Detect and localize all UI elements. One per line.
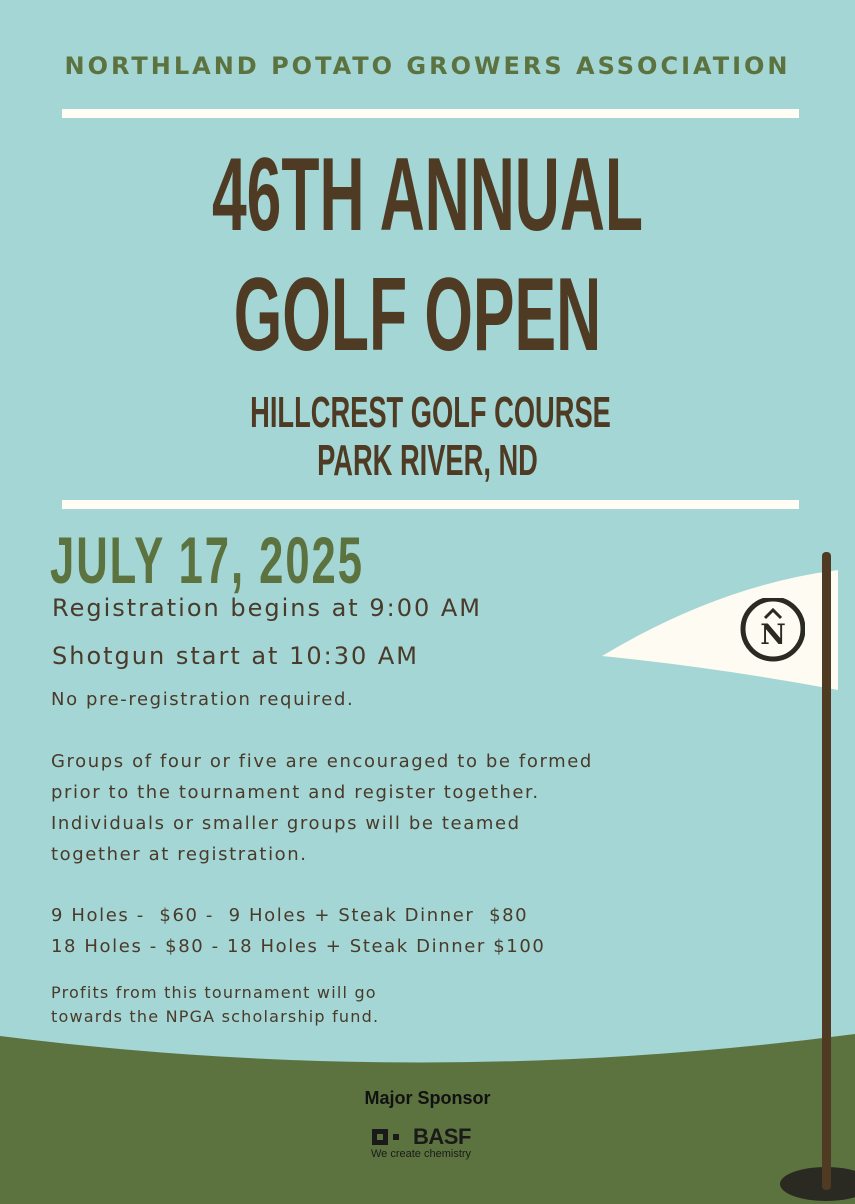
event-title-line2: GOLF OPEN [233, 257, 602, 373]
venue-location: PARK RIVER, ND [317, 436, 538, 485]
pricing-9-holes: 9 Holes - $60 - 9 Holes + Steak Dinner $80 [51, 905, 529, 926]
registration-time: Registration begins at 9:00 AM [52, 594, 482, 622]
basf-mark-icon [371, 1127, 409, 1147]
grass-hill [0, 1034, 855, 1204]
groups-line-3: Individuals or smaller groups will be teamed [51, 813, 521, 834]
basf-logo [371, 1124, 471, 1160]
groups-line-2: prior to the tournament and register together. [51, 782, 540, 803]
no-preregistration-note: No pre-registration required. [51, 689, 355, 710]
npga-logo-letter: N [760, 618, 786, 651]
groups-line-4: together at registration. [51, 844, 308, 865]
groups-line-1: Groups of four or five are encouraged to be formed [51, 751, 593, 772]
event-date: JULY 17, 2025 [50, 523, 364, 597]
basf-wordmark: BASF [413, 1124, 471, 1149]
top-divider [62, 109, 799, 118]
venue-name: HILLCREST GOLF COURSE [250, 388, 611, 437]
profits-line-1: Profits from this tournament will go [51, 983, 377, 1002]
event-title-line1: 46TH ANNUAL [211, 137, 644, 253]
profits-line-2: towards the NPGA scholarship fund. [51, 1007, 380, 1026]
shotgun-start-time: Shotgun start at 10:30 AM [52, 642, 420, 670]
organization-name: NORTHLAND POTATO GROWERS ASSOCIATION [64, 52, 791, 80]
major-sponsor-label: Major Sponsor [364, 1088, 491, 1108]
basf-tagline: We create chemistry [371, 1148, 472, 1160]
npga-logo-icon [735, 598, 795, 658]
pricing-18-holes: 18 Holes - $80 - 18 Holes + Steak Dinner $100 [51, 936, 546, 957]
bottom-divider [62, 500, 799, 509]
